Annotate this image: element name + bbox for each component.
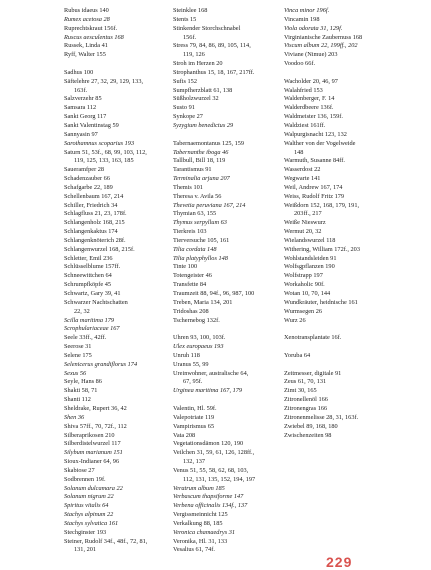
index-entry: Schlangenholz 168, 215 [64,219,125,227]
index-entry: Verkalkung 88, 185 [173,519,223,527]
index-entry: Waldenberger, F. 14 [284,95,335,103]
letter-group-gap [284,361,394,370]
index-entry: Thymus serpyllum 63 [173,219,227,227]
index-entry: Seerose 31 [64,343,92,351]
index-entry: Wasserdost 22 [284,166,321,174]
index-entry: Totengeister 46 [173,272,212,280]
index-entry: Synkope 27 [173,113,203,121]
index-entry: Tierkreis 103 [173,228,207,236]
index-entry-continuation: 148 [294,148,304,156]
index-entry: Stroh im Herzen 20 [173,60,223,68]
index-entry: Ruscus aesculentus 168 [64,33,124,41]
index-entry: Veilchen 31, 59, 61, 126, 128ff., [173,449,255,457]
index-entry: Transfette 84 [173,281,207,289]
index-entry: Solanum nigrum 22 [64,493,114,501]
index-entry: Viviane (Nimue) 203 [284,51,338,59]
index-entry: Stechginster 193 [64,528,107,536]
index-entry: Sufis 152 [173,77,197,85]
index-entry: Tarantismus 91 [173,166,212,174]
index-entry: Schiller, Friedrich 34 [64,201,118,209]
index-entry: Wundkräuter, heidnische 161 [284,298,358,306]
index-entry: Sadhus 100 [64,68,94,76]
index-entry: Schwartz, Gary 39, 41 [64,290,121,297]
index-entry: Strophanthus 15, 18, 167, 217ff. [173,68,255,76]
index-entry: Wermut 20, 32 [284,228,322,236]
index-entry: Saturn 51, 53f., 68, 99, 103, 112, [64,148,147,156]
index-column-2 [173,7,277,555]
index-entry: Xenotransplantate 16f. [284,334,342,342]
index-column-3 [284,7,394,440]
index-entry: Thymian 63, 155 [173,210,217,218]
index-entry: Skabiose 27 [64,466,95,474]
index-entry: Withering, William 172f., 203 [284,245,360,253]
index-entry: Verbena officinalis 134f., 137 [173,502,248,510]
index-entry: Wotan 10, 70, 144 [284,290,331,297]
index-entry: Ulex europaeus 193 [173,343,224,351]
index-entry-continuation: 132, 137 [183,458,206,466]
index-entry: Spiritus vitalis 64 [64,502,109,510]
index-entry: Schrumpfköpfe 45 [64,281,112,289]
letter-group-gap [173,396,277,405]
index-entry: Treben, Maria 134, 201 [173,298,233,306]
index-entry: Stinkender Storchschnabel [173,24,241,32]
index-entry: Waldmeister 136, 159f. [284,113,343,121]
index-entry-continuation: 119, 125, 133, 163, 185 [74,157,134,165]
index-entry: Sumpfherzblatt 61, 138 [173,86,233,94]
index-entry: Scilla maritima 179 [64,316,115,324]
letter-group-gap [64,60,164,69]
index-entry: Wurmsegen 26 [284,307,323,315]
index-entry: Russek, Linda 41 [64,42,108,50]
index-entry: Sodbrennen 19f. [64,475,106,483]
index-entry: Wurz 26 [284,316,306,324]
index-entry: Stachys alpinum 22 [64,511,114,519]
index-entry: Ryff, Walter 155 [64,51,106,59]
index-entry: Zitronellenöl 166 [284,396,328,404]
index-entry: Schadenzauber 66 [64,175,110,183]
index-entry: Tallbull, Bill 18, 119 [173,157,226,165]
index-entry: Veronica chamaedrys 31 [173,528,236,536]
index-entry-continuation: 163f. [74,86,88,94]
index-entry: Viscum album 22, 199ff., 202 [284,42,358,50]
index-entry: Vergissmeinnicht 125 [173,511,228,519]
index-entry: Saueramfper 28 [64,166,105,174]
index-entry: Virginianische Zaubernuss 168 [284,33,363,41]
index-entry: Vampirismus 65 [173,422,215,430]
index-entry: Tilia cordata 148 [173,245,217,253]
index-entry: Scrophulariaceae 167 [64,325,120,333]
index-entry: Shen 36 [64,413,85,421]
index-entry: Steinklee 168 [173,7,208,14]
index-entry: Susto 91 [173,104,195,112]
index-entry: Tabernanthe iboga 46 [173,148,229,156]
index-entry: Sioux-Indianer 64, 96 [64,458,120,466]
index-entry: Wolfsgpflanzen 190 [284,263,335,271]
index-entry: Salzverzehr 85 [64,95,102,103]
index-entry: Samsara 112 [64,104,97,112]
index-entry: Venus 51, 55, 58, 62, 68, 103, [173,466,249,474]
index-entry: Uranus 55, 99 [173,360,209,368]
index-entry: Unruh 118 [173,351,200,359]
index-entry: Weiss, Rudolf Fritz 179 [284,192,345,200]
index-entry: Zimt 30, 165 [284,387,317,395]
index-entry: Tierversuche 105, 161 [173,236,230,244]
index-entry: Sheldrake, Rupert 36, 42 [64,404,127,412]
letter-group-gap [284,69,394,78]
index-entry: Zitronengras 166 [284,404,328,412]
index-entry: Tabernaemontanus 125, 159 [173,139,245,147]
index-entry: Zeitmesser, digitale 91 [284,369,342,377]
index-entry: Vata 208 [173,431,196,439]
index-entry: Terminalia arjuna 207 [173,175,230,183]
index-entry: Waldziest 161ff. [284,121,326,129]
index-column-1 [64,7,164,555]
index-entry-continuation: 203ff., 217 [294,210,322,218]
index-entry: Walderdbeere 136f. [284,104,334,112]
index-entry: Yoruba 64 [284,351,311,359]
index-entry: Rumex acetosa 28 [64,15,110,23]
index-entry: Stachys sylvatica 161 [64,519,119,527]
index-entry: Seele 33ff., 42ff. [64,334,107,342]
index-entry: Verbascum thapsiforme 147 [173,493,244,501]
index-entry: Silybum marianum 151 [64,449,123,457]
index-entry: Veratrum album 185 [173,484,225,492]
index-entry-continuation: 156f. [183,33,197,41]
index-entry: Schellenbaum 167, 214 [64,192,124,200]
index-entry-continuation: 22, 32 [74,307,90,315]
index-entry: Schlagfluss 21, 23, 178f. [64,210,127,218]
index-entry: Silberdistelwurzel 117 [64,440,121,448]
index-entry: Sexus 56 [64,369,87,377]
index-entry: Syzygium benedictus 29 [173,121,234,129]
index-entry: Steiner, Rudolf 34f., 48f., 72, 81, [64,537,148,545]
index-entry: Schneewittchen 64 [64,272,112,280]
index-entry-continuation: 119, 126 [183,51,205,59]
index-entry: Süßholzwurzel 32 [173,95,219,103]
index-entry: Weiße Nieswurz [284,219,326,227]
index-entry: Wegwarte 141 [284,175,321,183]
index-entry: Uhren 93, 100, 103f. [173,334,226,342]
index-entry: Schlangenkaktus 174 [64,228,118,236]
index-entry: Thevetia peruviana 167, 214 [173,201,246,209]
index-entry: Walpurgisnacht 123, 132 [284,130,347,138]
index-entry: Shanti 112 [64,396,91,404]
index-entry: Themis 101 [173,183,203,191]
index-entry: Wacholder 20, 46, 97 [284,77,338,85]
index-entry: Sarothamnus scoparius 193 [64,139,135,147]
index-entry: Wielandswurzel 118 [284,236,336,244]
letter-group-gap [284,343,394,352]
index-entry: Selene 175 [64,351,92,359]
index-entry-continuation: 112, 131, 135, 152, 194, 197 [183,475,256,483]
index-entry: Weil, Andrew 167, 174 [284,183,343,191]
index-entry: Tinte 100 [173,263,198,271]
index-entry: Tilia platyphyllos 148 [173,254,228,262]
letter-group-gap [173,325,277,334]
index-entry: Schlüsselblume 157ff. [64,263,121,271]
index-entry-continuation: 67, 95f. [183,378,203,386]
index-entry: Traumzeit 88, 94f., 96, 987, 100 [173,290,255,297]
index-entry: Solanum dulcamara 22 [64,484,123,492]
index-entry: Selenicerus grandiflorus 174 [64,360,138,368]
index-entry: Säftelehre 27, 32, 29, 129, 133, [64,77,144,85]
index-entry: Vegetationsdämon 120, 190 [173,440,244,448]
letter-group-gap [284,325,394,334]
index-entry: Silberaprikosen 210 [64,431,115,439]
index-entry: Sankt Valentinstag 59 [64,121,119,129]
index-entry: Walther von der Vogelweide [284,139,356,147]
index-entry: Weißdorn 152, 168, 179, 191, [284,201,360,209]
index-entry: Schafgarbe 22, 189 [64,183,113,191]
index-entry: Voodoo 66f. [284,60,316,68]
index-entry: Walahfried 153 [284,86,323,94]
index-entry: Rubus idaeus 140 [64,7,109,14]
index-entry: Valentin, Hl. 59f. [173,404,217,412]
index-entry: Workaholic 90f. [284,281,325,289]
index-entry: Ureinwohner, australische 64, [173,369,249,377]
index-entry: Stents 15 [173,15,197,23]
index-entry: Ruprechtskraut 156f. [64,24,118,32]
index-entry: Zeus 61, 70, 131 [284,378,327,386]
index-entry: Vincamin 198 [284,15,320,23]
index-entry: Stress 79, 84, 86, 89, 105, 114, [173,42,251,50]
index-entry: Veronika, Hl. 31, 133 [173,537,228,545]
index-entry: Seyle, Hans 86 [64,378,102,386]
page-number: 229 [326,554,353,570]
index-entry: Vinca minor 196f. [284,7,330,14]
index-entry: Schwarzer Nachtschatten [64,298,128,306]
letter-group-gap [173,131,277,140]
index-entry: Vesalius 61, 74f. [173,546,215,554]
index-entry: Urginea maritima 167, 179 [173,387,243,395]
index-entry: Schlangenwurzel 168, 215f. [64,245,135,253]
index-entry: Shakti 58, 71 [64,387,98,395]
index-entry: Zitronenmelisse 28, 31, 163f. [284,413,359,421]
index-entry: Sankt Georg 117 [64,113,107,121]
index-entry: Zwischenzeiten 98 [284,431,332,439]
index-entry: Sannyasin 97 [64,130,98,138]
index-entry: Schlangenknöterich 28f. [64,236,126,244]
index-entry: Valepotriate 119 [173,413,215,421]
index-entry: Wohlstandsleiden 91 [284,254,337,262]
index-entry: Viola odorata 31, 129f. [284,24,343,32]
index-entry: Shiva 57ff., 70, 72f., 112 [64,422,127,430]
index-entry: Wolfstrapp 197 [284,272,323,280]
index-entry: Warmuth, Susanne 84ff. [284,157,345,165]
index-entry: Schletter, Emil 236 [64,254,113,262]
index-entry-continuation: 131, 201 [74,546,97,554]
index-entry: Zwiebel 89, 168, 180 [284,422,338,430]
index-entry: Theresa v. Avila 56 [173,192,222,200]
index-entry: Tschernebog 132f. [173,316,220,324]
index-entry: Tridoshas 208 [173,307,209,315]
